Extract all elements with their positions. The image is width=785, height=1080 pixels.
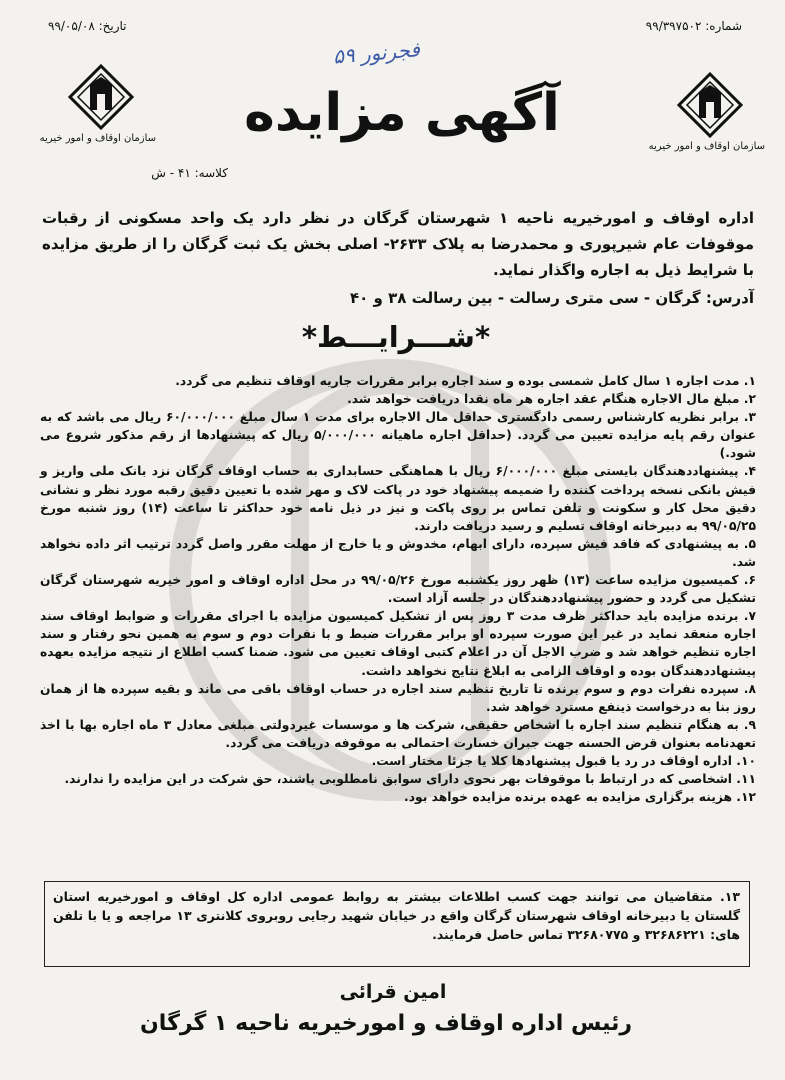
property-address: آدرس: گرگان - سی متری رسالت - بین رسالت ۳۸ و ۴۰ [350,289,754,307]
logo-caption-right: سازمان اوقاف و امور خیریه [648,141,765,152]
intro-paragraph: اداره اوقاف و امورخیریه ناحیه ۱ شهرستان گرگان در نظر دارد یک واحد مسکونی از رقبات موقوفات عام شیرپوری و محمدرضا به پلاک ۲۶۳۳- اصلی بخش یک ثبت گرگان را از طریق مزایده با شرایط ذیل به اجاره واگذار نماید. [42,209,754,279]
condition-item: ۴. پیشنهاددهندگان بایستی مبلغ ۶/۰۰۰/۰۰۰ ریال با هماهنگی حسابداری به حساب اوقاف گرگان نزد بانک ملی واریز و فیش بانکی نسخه پرداخت کننده را ضمیمه پیشنهاد خود در پاکت لاک و مهر شده با تعیین دقیق رقبه مورد نظر و نشانی دقیق محل کار و سکونت و تلفن تماس بر روی پاکت و نیز در ذیل نامه خود حداکثر تا ساعت (۱۴) روز شنبه مورخ ۹۹/۰۵/۲۵ به دبیرخانه اوقاف تسلیم و رسید دریافت دارند. [40,464,756,533]
logo-caption-left: سازمان اوقاف و امور خیریه [39,133,156,144]
signatory-name: امین قرائی [339,981,447,1003]
conditions-heading: *شـــرایـــط* [301,320,491,354]
condition-item: ۵. به پیشنهادی که فاقد فیش سپرده، دارای ابهام، مخدوش و یا خارج از مهلت مقرر واصل گردد ترتیب اثر داده نخواهد شد. [40,536,756,569]
letter-date: تاریخ: ۹۹/۰۵/۰۸ [48,19,127,33]
condition-item: ۷. برنده مزایده باید حداکثر ظرف مدت ۳ روز پس از تشکیل کمیسیون مزایده با اجرای مقررات و ضوابط اوقاف سند اجاره منعقد نماید در غیر این صورت سپرده او برابر مقررات ضبط و با نفرات دوم و سوم به همین نحو رفتار و سند اجاره تنظیم خواهد شد و ضرب الاجل آن در اعلام کتبی اوقاف تعیین می شود. ضمنا کسب اطلاع از نتیجه مزایده بعهده پیشنهاددهندگان بوده و اوقاف الزامی به ابلاغ نتایج نخواهد داشت. [40,609,756,678]
condition-item: ۶. کمیسیون مزایده ساعت (۱۳) ظهر روز یکشنبه مورخ ۹۹/۰۵/۲۶ در محل اداره اوقاف و امور خیریه شهرستان گرگان تشکیل می گردد و حضور پیشنهاددهندگان در جلسه آزاد است. [40,573,756,606]
awqaf-logo-left-icon [68,64,134,130]
condition-item: ۱۰. اداره اوقاف در رد یا قبول پیشنهادها کلا یا جزئا مختار است. [371,753,756,768]
conditions-list [40,372,756,806]
file-class-number: کلاسه: ۴۱ - ش [151,166,228,180]
letter-number: شماره: ۹۹/۳۹۷۵۰۲ [645,19,742,33]
awqaf-logo-right-icon [677,72,743,138]
condition-item: ۹. به هنگام تنظیم سند اجاره با اشخاص حقیقی، شرکت ها و موسسات غیردولتی مبلغی معادل ۳ ماه اجاره بها با اخذ تعهدنامه بعنوان قرض الحسنه جهت جبران خسارت احتمالی به موقوفه دریافت می گردد. [40,717,756,750]
condition-item: ۱. مدت اجاره ۱ سال کامل شمسی بوده و سند اجاره برابر مقررات جاریه اوقاف تنظیم می گردد. [175,374,756,388]
handwritten-note: فجرنور ۵۹ [332,37,421,69]
contact-info-text: ۱۳. متقاضیان می توانند جهت کسب اطلاعات بیشتر به روابط عمومی اداره کل اوقاف و امورخیریه استان گلستان یا دبیرخانه اوقاف شهرستان گرگان واقع در خیابان شهید رجایی روبروی کلانتری ۱۳ مراجعه و یا با تلفن های: ۳۲۶۸۶۲۲۱ و ۳۲۶۸۰۷۷۵ تماس حاصل فرمایند. [53,889,740,942]
signatory-title: رئیس اداره اوقاف و امورخیریه ناحیه ۱ گرگان [140,1011,632,1036]
condition-item: ۸. سپرده نفرات دوم و سوم برنده تا تاریخ تنظیم سند اجاره در حساب اوقاف باقی می ماند و بقیه سپرده ها از همان روز بنا به درخواست ذینفع مسترد خواهد شد. [40,681,756,714]
condition-item: ۱۱. اشخاصی که در ارتباط با موقوفات بهر نحوی دارای سوابق نامطلوبی باشند، حق شرکت در این مزایده را ندارند. [64,772,756,787]
header-meta [48,14,742,38]
condition-item: ۲. مبلغ مال الاجاره هنگام عقد اجاره هر ماه نقدا دریافت خواهد شد. [347,392,756,407]
condition-item: ۱۲. هزینه برگزاری مزایده به عهده برنده مزایده خواهد بود. [404,790,756,805]
contact-info-box [44,881,750,967]
condition-item: ۳. برابر نظریه کارشناس رسمی دادگستری حداقل مال الاجاره برای مدت ۱ سال مبلغ ۶۰/۰۰۰/۰۰۰ ریال می باشد که به عنوان رقم پایه مزایده تعیین می گردد. (حداقل اجاره ماهیانه ۵/۰۰۰/۰۰۰ ریال که پیشنهادها از رقم مذکور شروع می شود.) [40,410,756,461]
page-title: آگهی مزایده [244,83,560,143]
